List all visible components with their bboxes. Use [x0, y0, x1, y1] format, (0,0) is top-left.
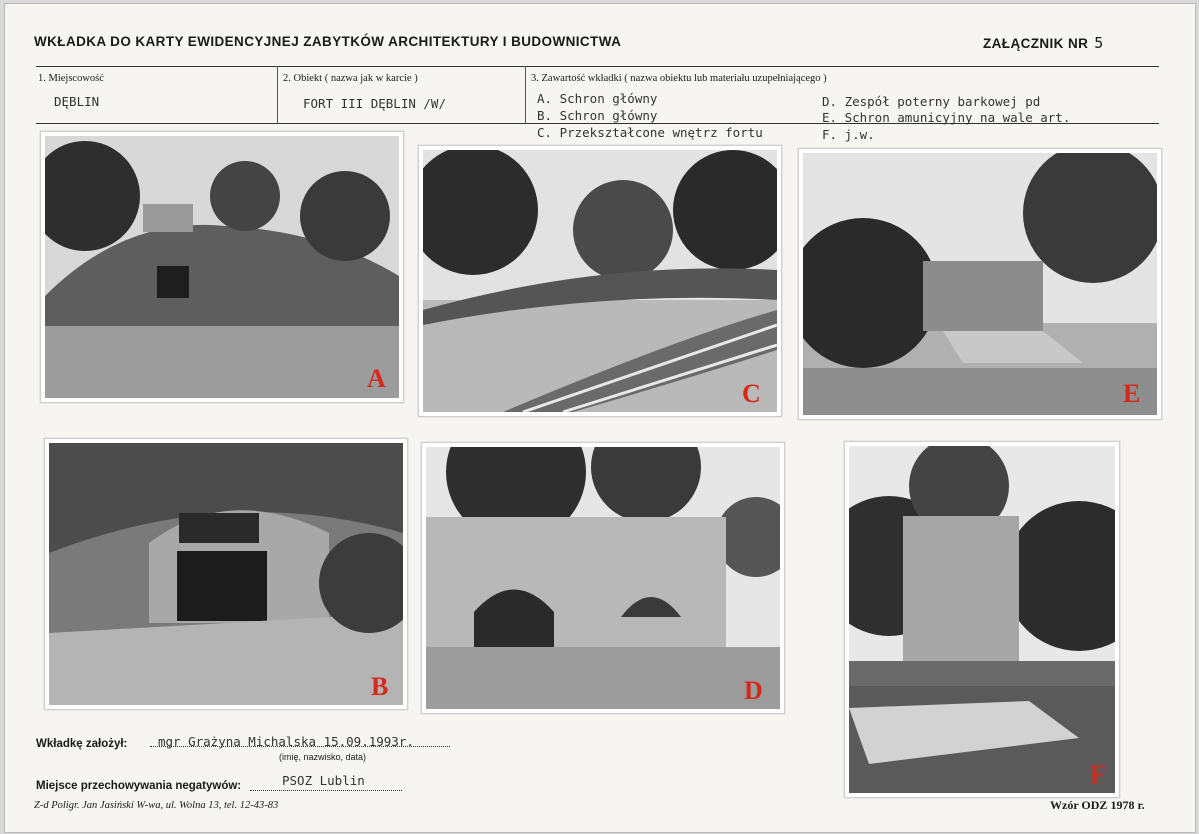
- author-label: Wkładkę założył:: [36, 738, 128, 750]
- photo-e: [798, 148, 1162, 420]
- field-divider-2: [525, 66, 526, 124]
- photo-a: [40, 131, 404, 403]
- content-item-f: F. j.w.: [822, 127, 875, 142]
- photo-d-label: D: [744, 676, 763, 705]
- author-value: mgr Grażyna Michalska 15.09.1993r.: [158, 734, 414, 749]
- annex-number: 5: [1094, 34, 1104, 52]
- photo-c-label: C: [742, 379, 761, 408]
- photo-b-image: [49, 443, 403, 705]
- field-2-value: FORT III DĘBLIN /W/: [303, 96, 446, 111]
- photo-e-label: E: [1123, 379, 1141, 408]
- content-item-d: D. Zespół poterny barkowej pd: [822, 94, 1041, 109]
- content-item-e: E. Schron amunicyjny na wale art.: [822, 110, 1071, 125]
- printer-imprint: Z-d Poligr. Jan Jasiński W-wa, ul. Wolna 13, tel. 12-43-83: [34, 800, 279, 811]
- photo-d: [421, 442, 785, 714]
- form-code: Wzór ODZ 1978 r.: [1050, 798, 1145, 812]
- author-hint: (imię, nazwisko, data): [279, 752, 367, 762]
- content-item-b: B. Schron główny: [537, 108, 658, 123]
- content-item-c: C. Przekształcone wnętrz fortu: [537, 125, 763, 140]
- field-3-label: 3. Zawartość wkładki ( nazwa obiektu lub materiału uzupełniającego ): [531, 73, 827, 84]
- header-rule-top: [36, 66, 1159, 67]
- storage-label: Miejsce przechowywania negatywów:: [36, 780, 242, 792]
- photo-f: [844, 441, 1120, 798]
- field-1-value: DĘBLIN: [54, 94, 100, 109]
- field-divider-1: [277, 66, 278, 124]
- photo-f-label: F: [1090, 760, 1106, 789]
- photo-d-image: [426, 447, 780, 709]
- photo-c-image: [423, 150, 777, 412]
- storage-value: PSOZ Lublin: [282, 773, 365, 788]
- field-2-label: 2. Obiekt ( nazwa jak w karcie ): [283, 73, 418, 84]
- photo-c: [418, 145, 782, 417]
- field-1-label: 1. Miejscowość: [38, 73, 104, 84]
- photo-b: [44, 438, 408, 710]
- content-item-a: A. Schron główny: [537, 91, 658, 106]
- storage-dotted-line: [250, 790, 402, 791]
- photo-a-label: A: [367, 364, 386, 393]
- annex-label: ZAŁĄCZNIK NR 5: [983, 34, 1104, 52]
- photo-a-image: [45, 136, 399, 398]
- sheet-title: WKŁADKA DO KARTY EWIDENCYJNEJ ZABYTKÓW ARCHITEKTURY I BUDOWNICTWA: [34, 34, 622, 49]
- photo-b-label: B: [371, 672, 389, 701]
- photo-e-image: [803, 153, 1157, 415]
- photo-f-image: [849, 446, 1115, 793]
